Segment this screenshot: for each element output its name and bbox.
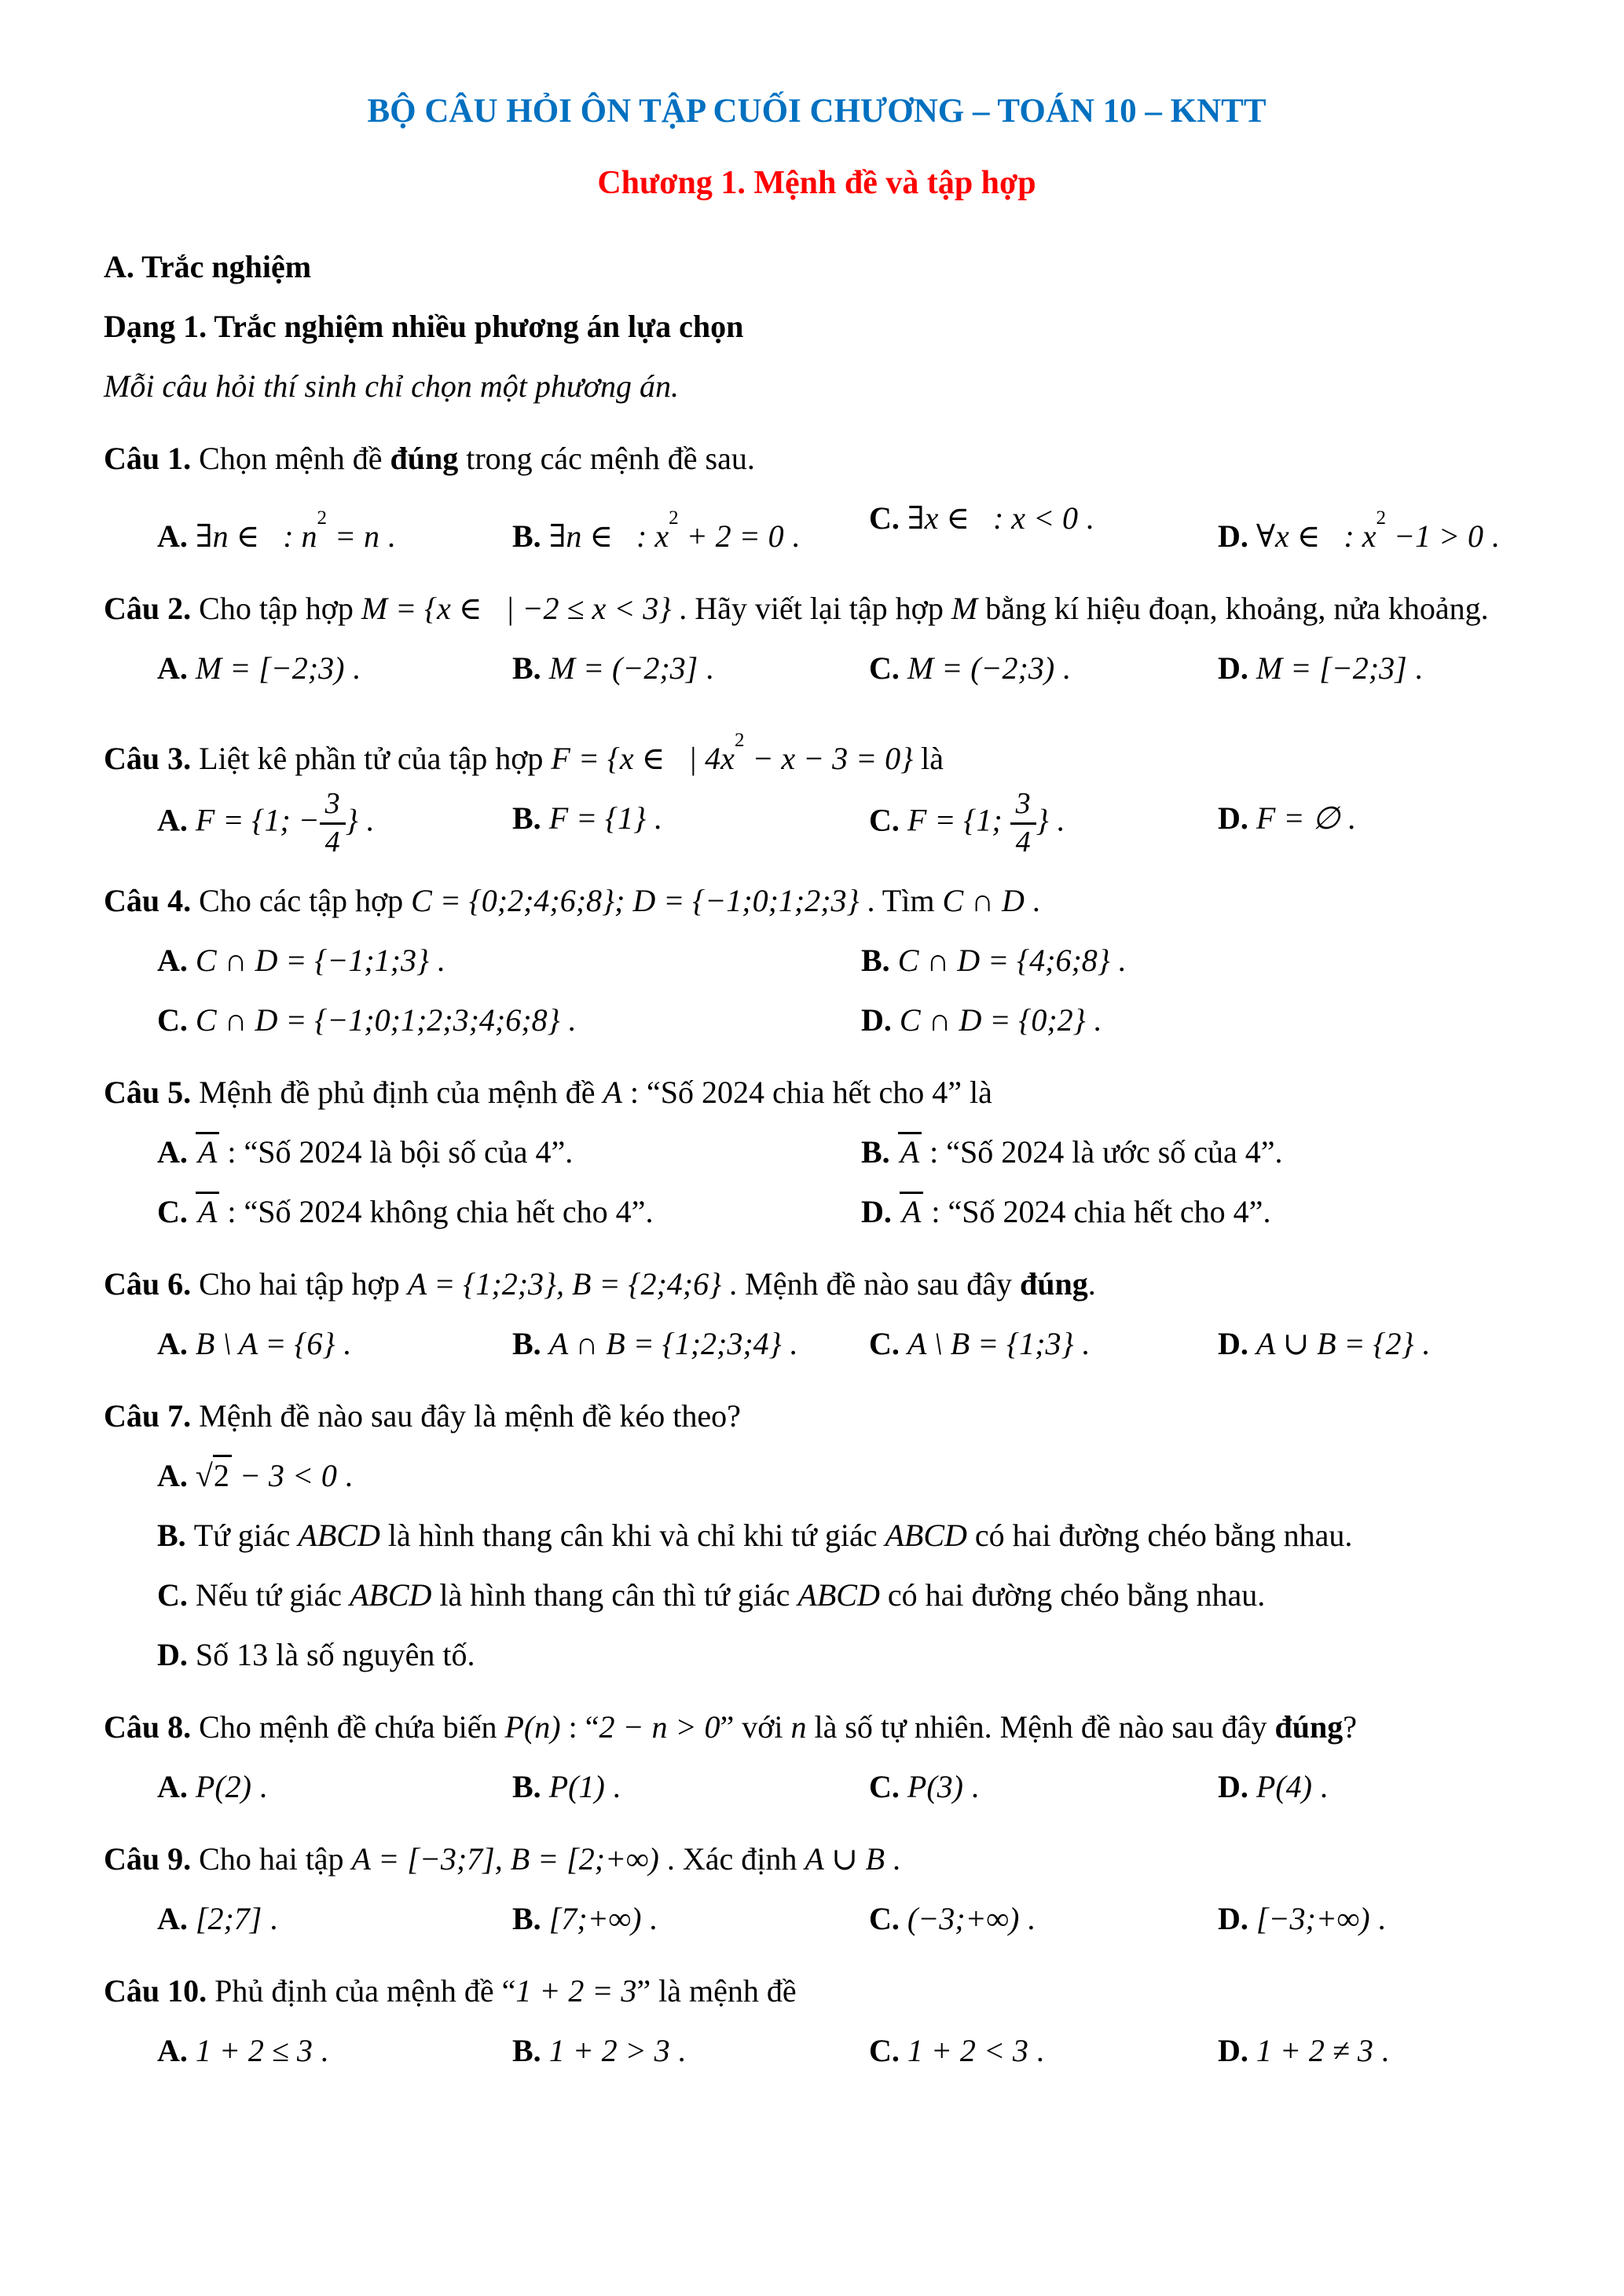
question-2-options [157, 639, 1530, 698]
dang-heading: Dạng 1. Trắc nghiệm nhiều phương án lựa chọn [104, 308, 744, 344]
question-1 [104, 429, 1530, 566]
question-10-option-A: A. 1 + 2 ≤ 3 . [157, 2032, 328, 2068]
questions [104, 429, 1530, 2081]
fraction: $\frac{3}{4}$ [1010, 789, 1036, 859]
question-4-options [157, 931, 1530, 1050]
question-5-stem: Câu 5. Mệnh đề phủ định của mệnh đề A : “Số 2024 chia hết cho 4” là [104, 1074, 992, 1110]
question-8-options [157, 1757, 1530, 1817]
question-5-options [157, 1122, 1530, 1242]
question-6-option-A: A. B \ A = {6} . [157, 1325, 351, 1361]
question-9-options [157, 1889, 1530, 1949]
question-6-option-B: B. A ∩ B = {1;2;3;4} . [512, 1325, 797, 1361]
question-1-option-B: B. ∃n ∈ : $x^2 + 2 = 0$ . [512, 507, 800, 554]
question-1-option-C: C. ∃x ∈ : x < 0 . [869, 500, 1094, 536]
question-10-options [157, 2021, 1530, 2081]
question-9-stem: Câu 9. Cho hai tập A = [−3;7], B = [2;+∞) . Xác định A ∪ B . [104, 1840, 901, 1877]
question-7 [104, 1386, 1530, 1685]
question-7-options [157, 1446, 1530, 1685]
question-7-option-D: D. Số 13 là số nguyên tố. [157, 1636, 475, 1672]
question-2-option-C: C. M = (−2;3) . [869, 650, 1071, 686]
question-3-option-A: A. F = {1; − $\frac{3}{4}$ } . [157, 786, 374, 859]
question-9-option-C: C. (−3;+∞) . [869, 1900, 1036, 1936]
question-6 [104, 1254, 1530, 1374]
question-3-option-B: B. F = {1} . [512, 800, 662, 836]
question-5 [104, 1063, 1530, 1242]
question-3-stem: Câu 3. Liệt kê phần tử của tập hợp F = {x ∈ | $4x^2 - x - 3 = 0$} là [104, 729, 944, 776]
question-6-options [157, 1314, 1530, 1374]
question-8-option-A: A. P(2) . [157, 1768, 267, 1804]
question-3 [104, 711, 1530, 859]
page-title: BỘ CÂU HỎI ÔN TẬP CUỐI CHƯƠNG – TOÁN 10 – KNTT [367, 93, 1267, 130]
square-root: √2 [196, 1455, 232, 1493]
question-5-option-A: A. A : “Số 2024 là bội số của 4”. [157, 1122, 861, 1182]
question-1-stem: Câu 1. Chọn mệnh đề đúng trong các mệnh đề sau. [104, 440, 755, 476]
question-1-option-A: A. ∃n ∈ : $n^2 = n$ . [157, 507, 396, 554]
question-8-option-B: B. P(1) . [512, 1768, 621, 1804]
question-4 [104, 871, 1530, 1050]
question-3-option-C: C. F = {1; $\frac{3}{4}$ } . [869, 786, 1065, 859]
question-6-stem: Câu 6. Cho hai tập hợp A = {1;2;3}, B = {2;4;6} . Mệnh đề nào sau đây đúng. [104, 1265, 1096, 1302]
question-9 [104, 1829, 1530, 1949]
question-8-stem: Câu 8. Cho mệnh đề chứa biến P(n) : “2 − n > 0” với n là số tự nhiên. Mệnh đề nào sau đây đúng? [104, 1708, 1357, 1745]
question-7-stem: Câu 7. Mệnh đề nào sau đây là mệnh đề kéo theo? [104, 1397, 741, 1434]
question-7-option-A: A. √2 − 3 < 0 . [157, 1446, 1530, 1506]
question-2-stem: Câu 2. Cho tập hợp M = {x ∈ | −2 ≤ x < 3} . Hãy viết lại tập hợp M bằng kí hiệu đoạn, khoảng, nửa khoảng. [104, 590, 1489, 626]
question-10 [104, 1961, 1530, 2081]
question-1-options [157, 489, 1530, 566]
question-10-option-C: C. 1 + 2 < 3 . [869, 2032, 1044, 2068]
question-7-option-B: B. Tứ giác ABCD là hình thang cân khi và chỉ khi tứ giác ABCD có hai đường chéo bằng nhau. [157, 1517, 1353, 1553]
fraction: $\frac{3}{4}$ [320, 789, 346, 859]
question-8-option-D: D. P(4) . [1218, 1768, 1328, 1804]
question-4-option-D: D. C ∩ D = {0;2} . [861, 1002, 1102, 1038]
section-heading: A. Trắc nghiệm [104, 248, 312, 284]
question-3-options [157, 786, 1530, 859]
question-8 [104, 1697, 1530, 1817]
chapter-title: Chương 1. Mệnh đề và tập hợp [597, 164, 1036, 201]
question-6-option-D: D. A ∪ B = {2} . [1218, 1325, 1430, 1361]
question-10-option-D: D. 1 + 2 ≠ 3 . [1218, 2032, 1389, 2068]
question-4-stem: Câu 4. Cho các tập hợp C = {0;2;4;6;8}; D = {−1;0;1;2;3} . Tìm C ∩ D . [104, 882, 1040, 918]
question-9-option-A: A. [2;7] . [157, 1900, 278, 1936]
question-6-option-C: C. A \ B = {1;3} . [869, 1325, 1090, 1361]
question-10-stem: Câu 10. Phủ định của mệnh đề “1 + 2 = 3” là mệnh đề [104, 1972, 797, 2009]
question-4-option-A: A. C ∩ D = {−1;1;3} . [157, 942, 445, 978]
question-9-option-B: B. [7;+∞) . [512, 1900, 658, 1936]
question-2-option-D: D. M = [−2;3] . [1218, 650, 1423, 686]
question-8-option-C: C. P(3) . [869, 1768, 979, 1804]
question-4-option-B: B. C ∩ D = {4;6;8} . [861, 942, 1126, 978]
question-2 [104, 579, 1530, 698]
question-7-option-C: C. Nếu tứ giác ABCD là hình thang cân thì tứ giác ABCD có hai đường chéo bằng nhau. [157, 1576, 1266, 1613]
question-2-option-A: A. M = [−2;3) . [157, 650, 361, 686]
question-5-option-C: C. A : “Số 2024 không chia hết cho 4”. [157, 1182, 861, 1242]
question-10-option-B: B. 1 + 2 > 3 . [512, 2032, 686, 2068]
question-5-option-B: B. A : “Số 2024 là ước số của 4”. [861, 1122, 1530, 1182]
question-2-option-B: B. M = (−2;3] . [512, 650, 714, 686]
question-4-option-C: C. C ∩ D = {−1;0;1;2;3;4;6;8} . [157, 1002, 576, 1038]
question-9-option-D: D. [−3;+∞) . [1218, 1900, 1386, 1936]
question-3-option-D: D. F = ∅ . [1218, 800, 1356, 836]
question-1-option-D: D. ∀x ∈ : $x^2 -1 > 0$ . [1218, 507, 1499, 554]
instruction-note: Mỗi câu hỏi thí sinh chỉ chọn một phương án. [104, 368, 679, 404]
question-5-option-D: D. A : “Số 2024 chia hết cho 4”. [861, 1182, 1530, 1242]
